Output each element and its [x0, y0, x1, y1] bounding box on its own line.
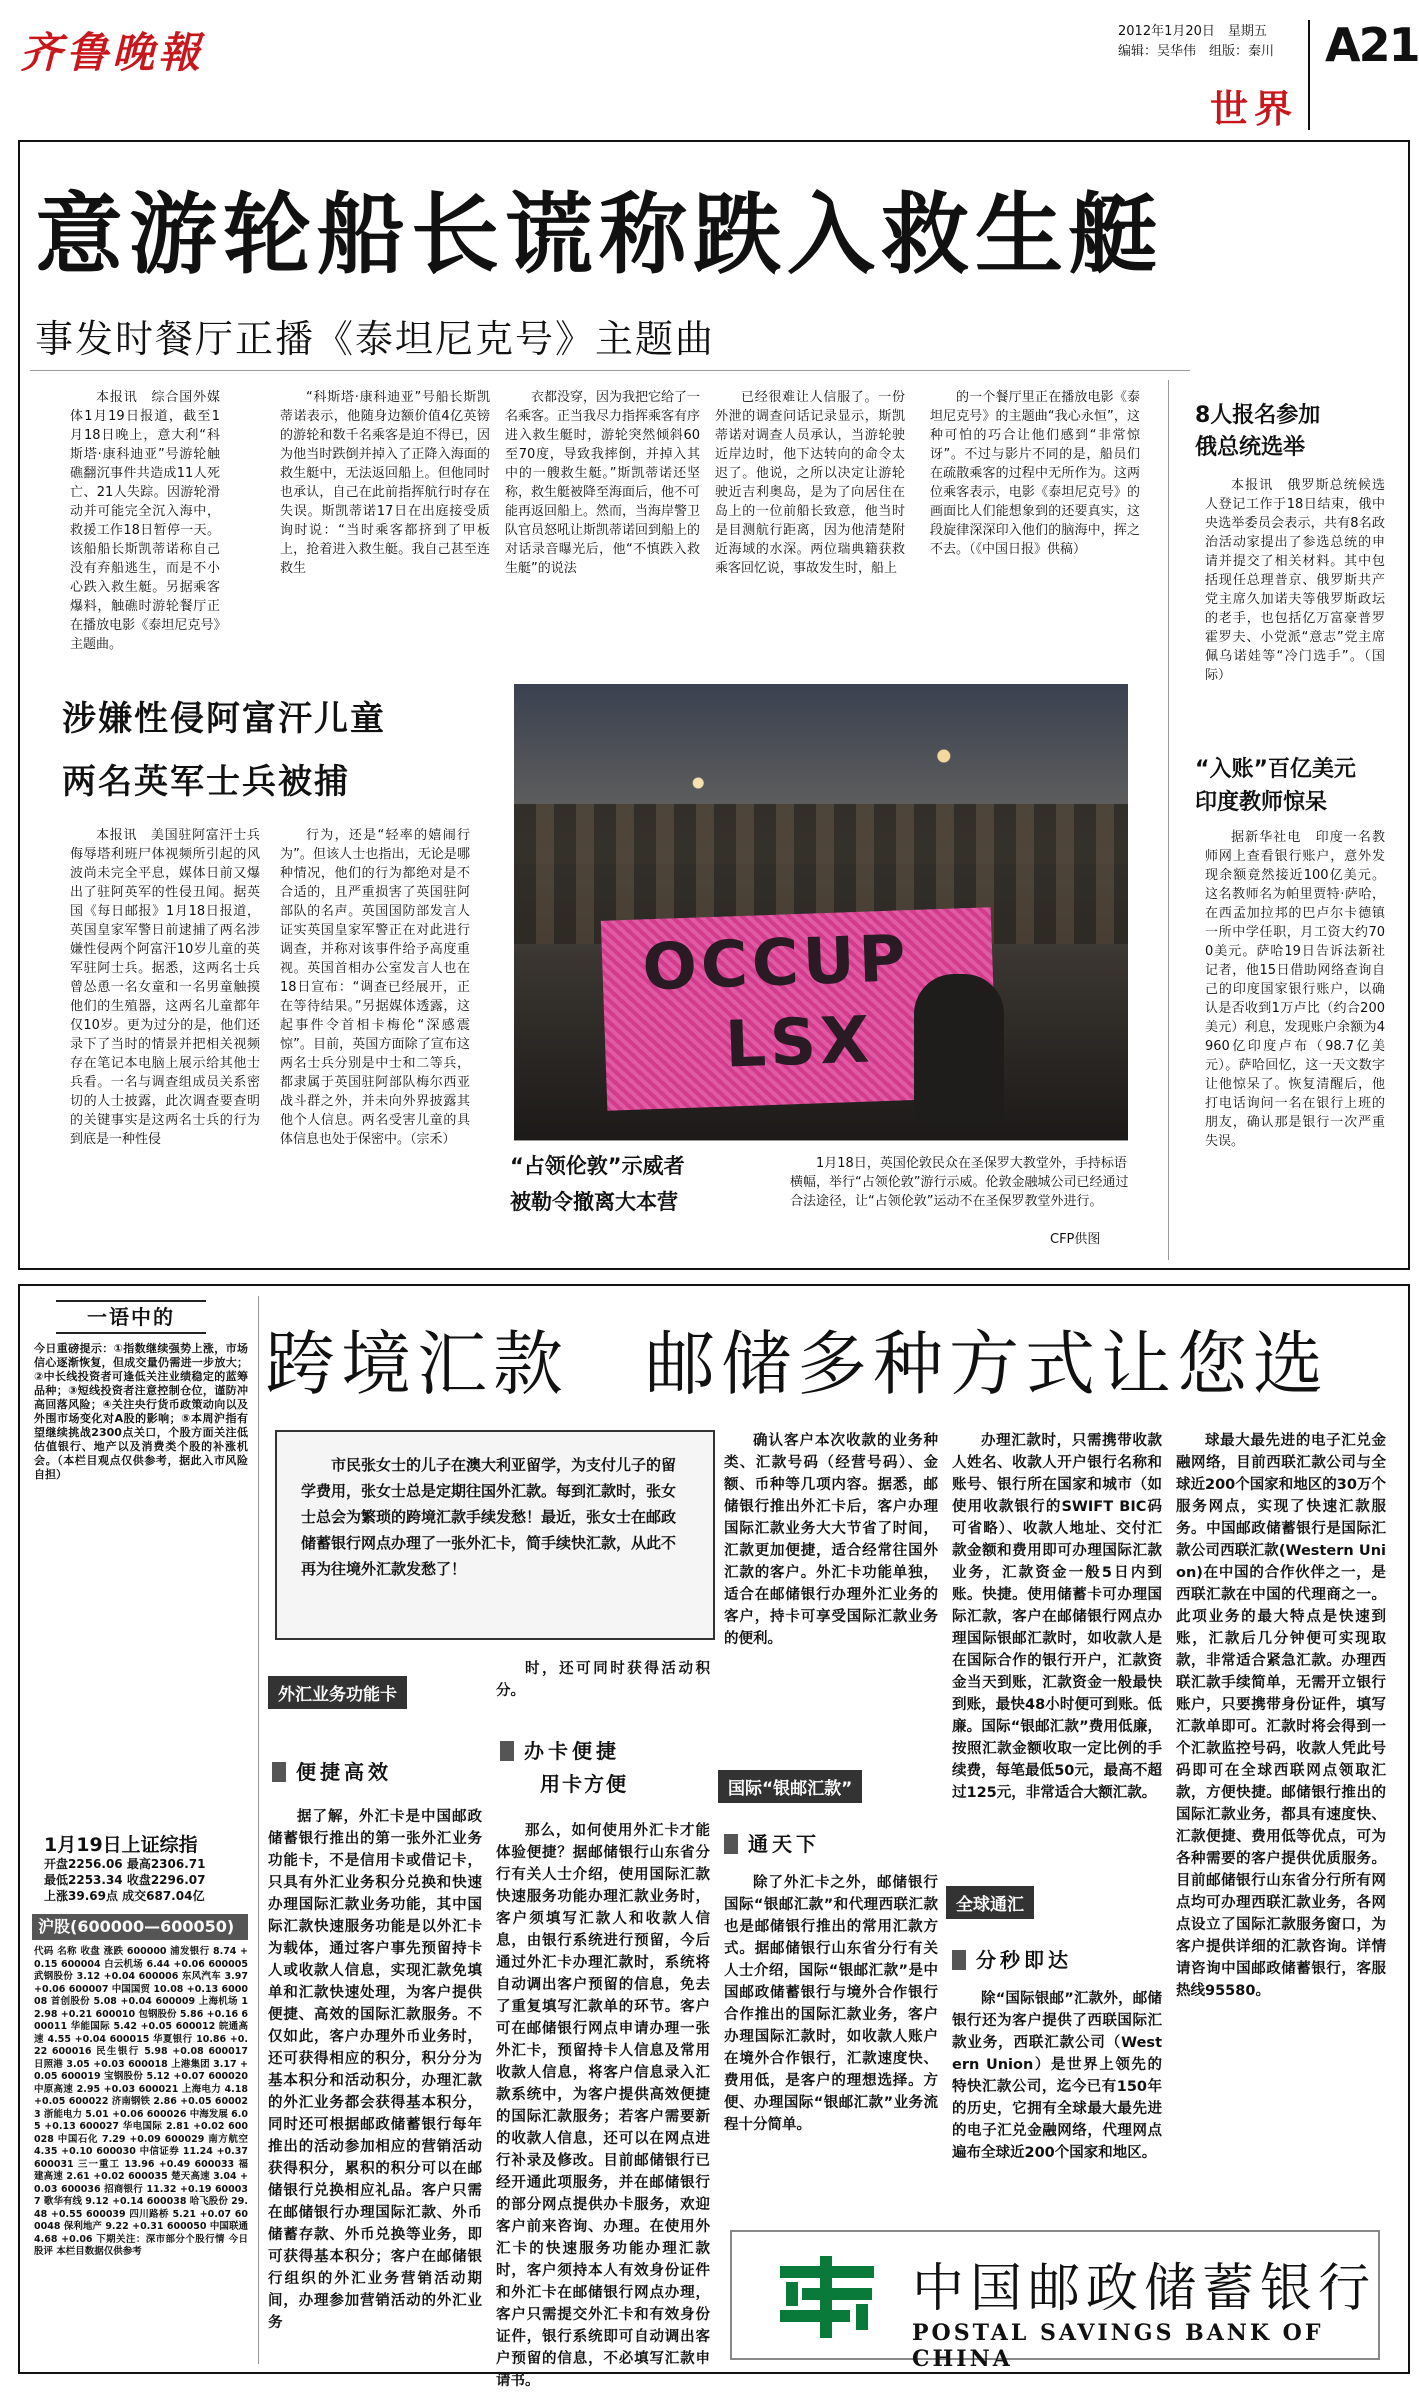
lead-col-5 — [930, 388, 1140, 660]
ad-intro-box — [275, 1430, 715, 1640]
index-line-3: 上涨39.69点 成交687.04亿 — [44, 1889, 205, 1903]
ad-text-2: 那么，如何使用外汇卡才能体验便捷？据邮储银行山东省分行有关人士介绍，使用国际汇款快速服务功能办理汇款业务时，客户须填写汇款人和收款人信息，由银行系统进行预留，今后通过外汇卡办理汇款时，系统将自动调出客户预留的信息，免去了重复填写汇款单的环节。客户可在邮储银行网点申请办理一张外汇卡，预留持卡人信息及常用收款人信息，将客户信息录入汇款系统中，为客户提供高效便捷的国际汇款服务；若客户需要新的收款人信息，还可以在网点进行补录及修改。目前邮储银行已经开通此项服务，并在邮储银行的部分网点提供办卡服务，欢迎客户前来咨询、办理。在使用外汇卡的快速服务功能办理汇款时，客户须持本人有效身份证件和外汇卡在邮储银行网点办理，客户只需提交外汇卡和有效身份证件，银行系统即可自动调出客户预留的信息，不必填写汇款申请书。 — [496, 1823, 710, 2389]
lead-col-2 — [280, 388, 490, 660]
india-story — [1205, 828, 1385, 1246]
ad-text-3: 确认客户本次收款的业务种类、汇款号码（经营号码）、金额、币种等几项内容。据悉，邮储银行推出外汇卡后，客户办理国际汇款业务大大节省了时间，汇款更加便捷，适合经常往国外汇款的客户。外汇卡功能单独，适合在邮储银行办理外汇业务的客户，持卡可享受国际汇款业务的便利。 — [724, 1433, 938, 1647]
ad-text-4: 办理汇款时，只需携带收款人姓名、收款人开户银行名称和账号、银行所在国家和城市（如使用收款银行的SWIFT BIC码可省略）、收款人地址、交付汇款金额和费用即可办理国际汇款业务，汇款资金一般5日内到账。快捷。使用储蓄卡可办理国际汇款，客户在邮储银行网点办理国际银邮汇款时，如收款人是在国际合作的银行开户，汇款资金当天到账，汇款资金一般最快到账，最快48小时便可到账。低廉。国际“银邮汇款”费用低廉，按照汇款金额收取一定比例的手续费，每笔最低50元，最高不超过125元，非常适合大额汇款。 — [952, 1433, 1162, 1801]
tag-global-remit: 全球通汇 — [946, 1886, 1034, 1919]
sidebar-commentary: 今日重磅提示：①指数继续强势上涨，市场信心逐渐恢复，但成交量仍需进一步放大；②中长线投资者可逢低关注业绩稳定的蓝筹品种；③短线投资者注意控制仓位，谨防冲高回落风险；④关注央行货币政策动向以及外围市场变化对A股的影响；⑤本周沪指有望继续挑战2300点关口，个股方面关注低估值银行、地产以及消费类个股的补涨机会。（本栏目观点仅供参考，据此入市风险自担） — [34, 1342, 248, 1481]
ad-col-4 — [952, 1988, 1162, 2214]
russia-title-line1: 8人报名参加 — [1195, 403, 1321, 428]
story2-text-2: 行为，还是“轻率的嬉闹行为”。但该人士也指出，无论是哪种情况，他们的行为都绝对是不合适的，且严重损害了英国驻阿部队的名声。英国国防部发言人证实英国皇家军警正在对此进行调查，并称对该事件给予高度重视。英国首相办公室发言人也在18日宣布：“调查已经展开，正在等待结果。”另据媒体透露，这起事件令首相卡梅伦“深感震惊”。目前，英国方面除了宣布这两名士兵分别是中士和二等兵，都隶属于英国驻阿部队梅尔西亚战斗群之外，并未向外界披露其他个人信息。两名受害儿童的具体信息也处于保密中。（宗禾） — [280, 828, 470, 1147]
stock-table-header: 沪股(600000—600050) — [32, 1914, 248, 1940]
sidebar-rule — [258, 1296, 259, 2364]
ad-col-3 — [724, 1872, 938, 2212]
lead-col-1 — [70, 388, 220, 660]
section-worldwide: 通天下 — [724, 1828, 820, 1857]
ad-col-1 — [268, 1806, 482, 2362]
lead-col-3 — [505, 388, 700, 660]
ad-col-5 — [1176, 1430, 1386, 2220]
lead-headline: 意游轮船长谎称跌入救生艇 — [35, 183, 1164, 286]
india-title-line1: “入账”百亿美元 — [1195, 757, 1356, 782]
ad-text-5: 球最大最先进的电子汇兑金融网络，目前西联汇款公司与全球近200个国家和地区的30万个服务网点，实现了快速汇款服务。中国邮政储蓄银行是国际汇款公司西联汇款(Western Union)在中国的合作伙伴之一，是西联汇款在中国的代理商之一。此项业务的最大特点是快速到账，汇款后几分钟便可实现取款，非常适合紧急汇款。办理西联汇款手续简单，无需开立银行账户，只要携带身份证件，填写汇款单即可。汇款时将会得到一个汇款监控号码，收款人凭此号码即可在全球西联网点领取汇款，方便快捷。邮储银行推出的国际汇款业务，都具有速度快、汇款便捷、费用低等优点，可为各种需要的客户提供优质服务。目前邮储银行山东省分行所有网点均可办理西联汇款业务，各网点设立了国际汇款服务窗口，为客户提供详细的汇款咨询。详情请咨询中国邮政储蓄银行，客服热线95580。 — [1176, 1433, 1386, 1999]
lead-text-4: 已经很难让人信服了。一份外泄的调查问话记录显示，斯凯蒂诺对调查人员承认，当游轮驶近岸边时，他下达转向的命令太迟了。他说，之所以决定让游轮驶近吉利奥岛，是为了向居住在岛上的一位前船长致意，他当时是目测航行距离，因为他清楚附近海域的水深。两位瑞典籍获救乘客回忆说，事故发生时，船上 — [715, 390, 905, 576]
russia-text: 本报讯 俄罗斯总统候选人登记工作于18日结束，俄中央选举委员会表示，共有8名政治活动家提出了参选总统的申请并提交了相关材料。其中包括现任总理普京、俄罗斯共产党主席久加诺夫等俄罗斯政坛的老手，也包括亿万富豪普罗霍罗夫、小党派“意志”党主席佩乌诺娃等“冷门选手”。（国际） — [1205, 478, 1385, 683]
index-data — [44, 1856, 206, 1904]
photo-caption: 1月18日，英国伦敦民众在圣保罗大教堂外，手持标语横幅，举行“占领伦敦”游行示威。伦敦金融城公司已经通过合法途径，让“占领伦敦”运动不在圣保罗教堂外进行。 — [790, 1156, 1129, 1209]
page-number: A21 — [1325, 18, 1419, 72]
india-title-line2: 印度教师惊呆 — [1195, 790, 1328, 815]
lead-text-1: 本报讯 综合国外媒体1月19日报道，截至1月18日晚上，意大利“科斯塔·康科迪亚”号游轮触礁翻沉事件共造成11人死亡、21人失踪。因游轮滑动并可能完全沉入海中，救援工作18日暂停一天。该船船长斯凯蒂诺称自己没有弃船逃生，而是不小心跌入救生艇。另据乘客爆料，触礁时游轮餐厅正在播放电影《泰坦尼克号》主题曲。 — [70, 390, 220, 652]
ad-col-3-top — [724, 1430, 938, 1750]
story2-title-line1: 涉嫌性侵阿富汗儿童 — [62, 699, 386, 739]
tag-foreign-card: 外汇业务功能卡 — [268, 1676, 407, 1709]
editor-credit: 编辑：吴华伟 组版：秦川 — [1118, 44, 1275, 59]
banner-text-line2: LSX — [723, 1003, 875, 1083]
section-instant: 分秒即达 — [952, 1944, 1072, 1973]
index-line-2: 最低2253.34 收盘2296.07 — [44, 1873, 206, 1887]
bank-name-chinese: 中国邮政储蓄银行 — [912, 2259, 1377, 2319]
ad-col-4-top — [952, 1430, 1162, 1874]
section-easy-card: 办卡便捷 — [500, 1735, 620, 1764]
photo-title-line2: 被勒令撤离大本营 — [510, 1190, 678, 1214]
india-text: 据新华社电 印度一名教师网上查看银行账户，意外发现余额竟然接近100亿美元。这名教师名为帕里贾特·萨哈，在西孟加拉邦的巴卢尔卡德镇一所中学任职，月工资大约700美元。萨哈19日告诉法新社记者，他15日借助网络查询自己的印度国家银行账户，以确认是否收到1万卢比（约合200美元）利息，发现账户余额为4960亿印度卢布（98.7亿美元）。萨哈回忆，这一天文数字让他惊呆了。恢复清醒后，他打电话询问一名在银行上班的朋友，确认那是银行一次严重失误。 — [1205, 830, 1385, 1149]
index-title: 1月19日上证综指 — [44, 1834, 198, 1856]
story2-title-line2: 两名英军士兵被捕 — [62, 762, 350, 802]
russia-story — [1205, 476, 1385, 731]
ad-col-2-top — [496, 1658, 710, 1724]
stock-table: 代码 名称 收盘 涨跌 600000 浦发银行 8.74 +0.15 600004 白云机场 6.44 +0.06 600005 武钢股份 3.12 +0.04 600006 东风汽车 3.97 +0.06 600007 中国国贸 10.08 +0.13 600008 首创股份 5.08 +0.04 600009 上海机场 12.98 +0.21 600010 包钢股份 5.86 +0.16 600011 华能国际 5.42 +0.05 600012 皖通高速 4.55 +0.04 600015 华夏银行 10.86 +0.22 600016 民生银行 5.98 +0.08 600017 日照港 3.05 +0.03 600018 上港集团 3.17 +0.05 600019 宝钢股份 5.12 +0.07 600020 中原高速 2.95 +0.03 600021 上海电力 4.18 +0.05 600022 济南钢铁 2.86 +0.05 600023 浙能电力 5.01 +0.06 600026 中海发展 6.05 +0.13 600027 华电国际 2.81 +0.02 600028 中国石化 7.29 +0.09 600029 南方航空 4.35 +0.10 600030 中信证券 11.24 +0.37 600031 三一重工 13.96 +0.49 600033 福建高速 2.61 +0.02 600035 楚天高速 3.04 +0.03 600036 招商银行 11.32 +0.19 600037 歌华有线 9.12 +0.14 600038 哈飞股份 29.48 +0.55 600039 四川路桥 5.21 +0.07 600048 保利地产 9.22 +0.31 600050 中国联通 4.68 +0.06 下期关注：深市部分个股行情 今日股评 本栏目数据仅供参考 — [34, 1946, 248, 2257]
bank-emblem-icon — [772, 2252, 882, 2342]
headline-rule — [30, 370, 1190, 371]
ad-text-1b: 时，还可同时获得活动积分。 — [496, 1661, 710, 1699]
photo-rule — [514, 1140, 1128, 1141]
banner-text-line1: OCCUP — [641, 922, 911, 1006]
lead-text-3: 衣都没穿，因为我把它给了一名乘客。正当我尽力指挥乘客有序进入救生艇时，游轮突然倾斜60至70度，导致我摔倒，并掉入其中的一艘救生艇。”斯凯蒂诺还坚称，救生艇被降至海面后，他不可能再返回船上。然而，当海岸警卫队官员怒吼让斯凯蒂诺回到船上的对话录音曝光后，他“不慎跌入救生艇”的说法 — [505, 390, 701, 576]
ad-text-3b: 除了外汇卡之外，邮储银行国际“银邮汇款”和代理西联汇款也是邮储银行推出的常用汇款方式。据邮储银行山东省分行有关人士介绍，国际“银邮汇款”是中国邮政储蓄银行与境外合作银行合作推出的国际汇款业务，客户办理国际汇款时，如收款人账户在境外合作银行，汇款速度快、费用低，是客户的理想选择。方便、办理国际“银邮汇款”业务流程十分简单。 — [724, 1875, 938, 2133]
bank-name-english: POSTAL SAVINGS BANK OF CHINA — [912, 2320, 1324, 2372]
ad-intro-text: 市民张女士的儿子在澳大利亚留学，为支付儿子的留学费用，张女士总是定期往国外汇款。每到汇款时，张女士总会为繁琐的跨境汇款手续发愁！最近，张女士在邮政储蓄银行网点办理了一张外汇卡，简手续快汇款，从此不再为往境外汇款发愁了！ — [301, 1456, 677, 1578]
wheelchair-person — [914, 974, 1004, 1124]
tag-postal-remit: 国际“银邮汇款” — [718, 1770, 862, 1803]
ad-text-4b: 除“国际银邮”汇款外，邮储银行还为客户提供了西联国际汇款业务，西联汇款公司（Western Union）是世界上领先的特快汇款公司，迄今已有150年的历史，它拥有全球最大最先进的电子汇兑金融网络，代理网点遍布全球近200个国家和地区。 — [952, 1991, 1162, 2161]
protest-photo — [514, 684, 1128, 1140]
photo-credit: CFP供图 — [1050, 1232, 1101, 1247]
russia-title-line2: 俄总统选举 — [1195, 435, 1306, 460]
section-label: 世界 — [1210, 87, 1299, 131]
index-line-1: 开盘2256.06 最高2306.71 — [44, 1857, 206, 1871]
section-convenient: 便捷高效 — [272, 1756, 392, 1785]
story2-text-1: 本报讯 美国驻阿富汗士兵侮辱塔利班尸体视频所引起的风波尚未完全平息，媒体日前又爆出了驻阿英军的性侵丑闻。据英国《每日邮报》1月18日报道，英国皇家军警日前逮捕了两名涉嫌性侵两个阿富汗10岁儿童的英军驻阿士兵。据悉，这两名士兵曾怂恿一名女童和一名男童触摸他们的生殖器，这两名儿童都年仅10岁。更为过分的是，他们还录下了当时的情景并把相关视频存在笔记本电脑上展示给其他士兵看。一名与调查组成员关系密切的人士披露，此次调查要查明的关键事实是这两名士兵的行为到底是一种性侵 — [70, 828, 260, 1147]
lead-text-2: “科斯塔·康科迪亚”号船长斯凯蒂诺表示，他随身边额价值4亿英镑的游轮和数千名乘客是迫不得已，因为他当时跌倒并掉入了正降入海面的救生艇中，无法返回船上。但他同时也承认，自己在此前指挥航行时存在失误。斯凯蒂诺17日在出庭接受质询时说：“当时乘客都挤到了甲板上，抢着进入救生艇。我自己甚至连救生 — [280, 390, 490, 576]
lead-col-4 — [715, 388, 905, 660]
lead-text-5: 的一个餐厅里正在播放电影《泰坦尼克号》的主题曲“我心永恒”，这种可怕的巧合让他们感到“非常惊讶”。不过与影片不同的是，船员们在疏散乘客的过程中无所作为。这两位乘客表示，电影《泰坦尼克号》的画面比人们能想象到的还要真实，这段旋律深深印入他们的脑海中，挥之不去。（《中国日报》供稿） — [930, 390, 1140, 557]
lead-subhead: 事发时餐厅正播《泰坦尼克号》主题曲 — [35, 317, 716, 361]
story2-col-2 — [280, 826, 470, 1242]
section-easy-use: 用卡方便 — [540, 1772, 628, 1796]
column-rule — [1168, 380, 1169, 1260]
story2-col-1 — [70, 826, 260, 1242]
photo-title-line1: “占领伦敦”示威者 — [510, 1154, 685, 1178]
ad-col-2 — [496, 1820, 710, 2389]
sidebar-title: 一语中的 — [56, 1300, 206, 1334]
ad-headline: 跨境汇款 邮储多种方式让您选 — [265, 1323, 1329, 1405]
bank-logo-panel — [730, 2230, 1380, 2372]
header-divider — [1308, 20, 1310, 130]
ad-text-1: 据了解，外汇卡是中国邮政储蓄银行推出的第一张外汇业务功能卡，不是信用卡或借记卡，只具有外汇业务积分兑换和快速办理国际汇款业务功能，其中国际汇款快速服务功能是以外汇卡为载体，通过客户事先预留持卡人或收款人信息，实现汇款免填单和汇款快速处理，为客户提供便捷、高效的国际汇款服务。不仅如此，客户办理外币业务时，还可获得相应的积分，积分分为基本积分和活动积分，办理汇款的外汇业务都会获得基本积分，同时还可根据邮政储蓄银行每年推出的活动参加相应的营销活动获得积分，累积的积分可以在邮储银行兑换相应礼品。客户只需在邮储银行办理国际汇款、外币储蓄存款、外币兑换等业务，即可获得基本积分；客户在邮储银行组织的外汇业务营销活动期间，办理参加营销活动的外汇业务 — [268, 1809, 482, 2331]
stock-sidebar — [28, 1296, 256, 2364]
issue-date: 2012年1月20日 星期五 — [1118, 24, 1267, 39]
newspaper-masthead: 齐鲁晚報 — [20, 28, 205, 77]
